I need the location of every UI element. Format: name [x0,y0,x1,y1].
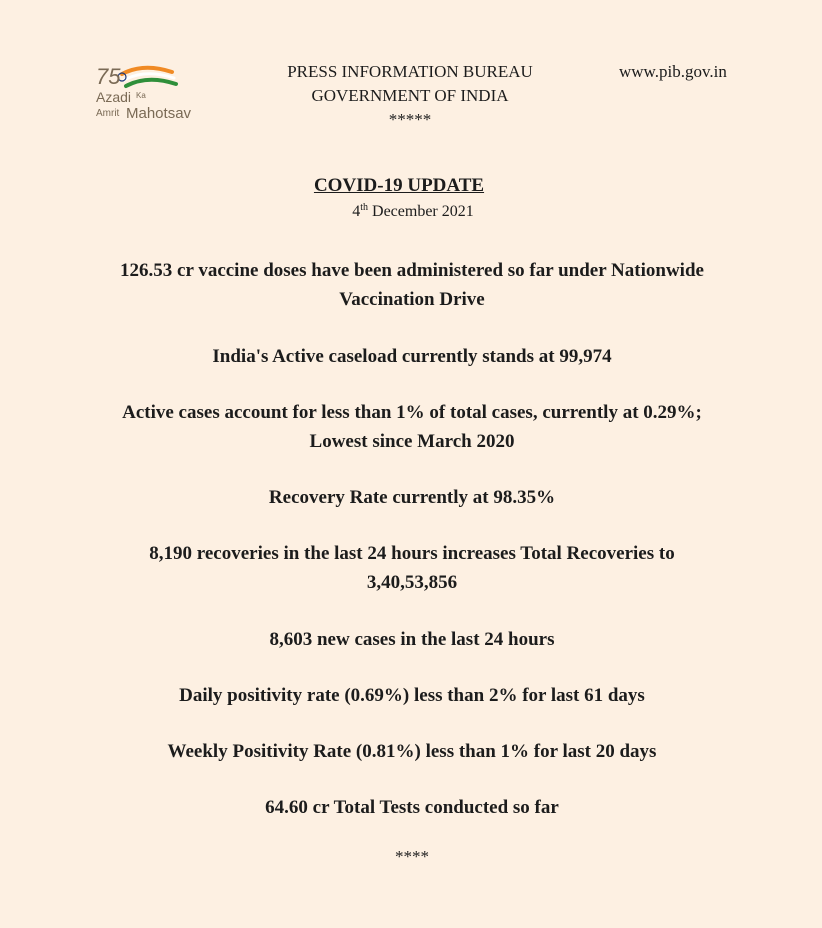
date-day: 4 [352,203,361,220]
highlight-vaccine-doses [52,256,772,314]
highlight-line: 8,190 recoveries in the last 24 hours increases Total Recoveries to [149,543,675,564]
highlight-line: 3,40,53,856 [366,572,458,593]
highlight-line: Recovery Rate currently at 98.35% [268,487,556,508]
highlight-line: Active cases account for less than 1% of total cases, currently at 0.29%; [122,402,702,423]
highlight-line: 64.60 cr Total Tests conducted so far [265,797,559,818]
highlight-line: Daily positivity rate (0.69%) less than 2% for last 61 days [179,685,645,706]
closing-stars: **** [395,847,429,866]
date-suffix: th [360,202,369,213]
highlight-line: 126.53 cr vaccine doses have been administered so far under Nationwide [120,260,704,281]
update-title: COVID-19 UPDATE [313,175,485,196]
highlight-total-tests [52,793,772,822]
highlight-line: 8,603 new cases in the last 24 hours [269,629,555,650]
highlight-line: India's Active caseload currently stands at 99,974 [212,346,612,367]
highlight-new-cases [52,625,772,654]
azadi-ka-amrit-mahotsav-logo [92,60,202,122]
logo-amrit: Amrit [96,108,120,119]
bureau-stars: ***** [388,110,432,129]
highlight-recovery-rate [52,483,772,512]
logo-graphic-icon [92,60,202,122]
highlight-daily-positivity [52,681,772,710]
highlight-weekly-positivity [52,737,772,766]
date-rest: December 2021 [368,203,474,220]
highlight-line: Vaccination Drive [339,289,485,310]
update-date [0,201,822,223]
bureau-name: PRESS INFORMATION BUREAU [287,62,533,81]
government-name: GOVERNMENT OF INDIA [311,86,509,105]
highlight-line: Lowest since March 2020 [309,431,515,452]
logo-number: 75 [96,64,121,89]
update-highlights [52,256,772,822]
website-link[interactable]: www.pib.gov.in [619,62,727,81]
highlight-recoveries [52,539,772,597]
bureau-heading [250,60,570,132]
highlight-line: Weekly Positivity Rate (0.81%) less than 1% for last 20 days [167,741,657,762]
logo-ka: Ka [136,91,146,100]
logo-azadi: Azadi [96,89,132,105]
highlight-active-caseload [52,342,772,371]
logo-mahotsav: Mahotsav [126,105,192,122]
highlight-active-cases-share [52,398,772,456]
